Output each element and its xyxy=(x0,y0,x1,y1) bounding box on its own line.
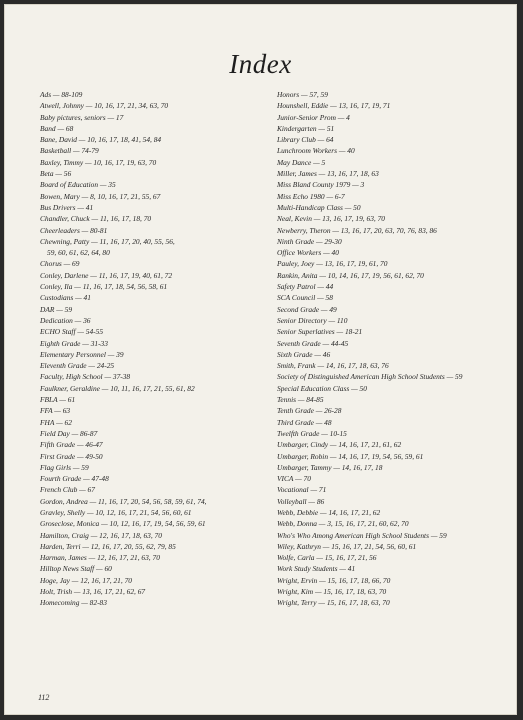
index-entry: Gravley, Shelly — 10, 12, 16, 17, 21, 54, 56, 60, 61 xyxy=(40,507,192,517)
index-entry: Wolfe, Carla — 15, 16, 17, 21, 56 xyxy=(277,553,377,563)
index-entry: SCA Council — 58 xyxy=(277,293,333,303)
index-entry: Twelfth Grade — 10-15 xyxy=(277,428,347,438)
index-entry: Rankin, Anita — 10, 14, 16, 17, 19, 56, 61, 62, 70 xyxy=(277,270,424,280)
index-entry: Atwell, Johnny — 10, 16, 17, 21, 34, 63, 70 xyxy=(40,101,169,111)
page-number: 112 xyxy=(38,693,50,702)
index-entry: Umbarger, Tammy — 14, 16, 17, 18 xyxy=(277,462,383,472)
index-entry: Senior Directory — 110 xyxy=(277,315,348,325)
index-entry: Junior-Senior Prom — 4 xyxy=(277,112,350,122)
index-entry: Wright, Terry — 15, 16, 17, 18, 63, 70 xyxy=(277,598,390,608)
index-entry: Miller, James — 13, 16, 17, 18, 63 xyxy=(277,169,379,179)
index-entry: Webb, Donna — 3, 15, 16, 17, 21, 60, 62, 70 xyxy=(277,519,409,529)
index-entry: Volleyball — 86 xyxy=(277,496,325,506)
index-entry: Honors — 57, 59 xyxy=(277,90,328,99)
index-entry: Chorus — 69 xyxy=(40,259,80,269)
index-entry: Wright, Ervin — 15, 16, 17, 18, 66, 70 xyxy=(277,575,391,585)
index-entry: Neal, Kevin — 13, 16, 17, 19, 63, 70 xyxy=(277,214,385,224)
index-entry: Special Education Class — 50 xyxy=(277,383,367,393)
index-entry: Wiley, Kathryn — 15, 16, 17, 21, 54, 56, 60, 61 xyxy=(277,541,417,551)
index-entry: VICA — 70 xyxy=(277,474,311,484)
index-entry: Third Grade — 48 xyxy=(277,417,332,427)
index-entry: Flag Girls — 59 xyxy=(40,462,89,472)
index-entry: First Grade — 49-50 xyxy=(40,451,103,461)
index-column-right xyxy=(277,89,515,609)
index-entry: Umbarger, Robin — 14, 16, 17, 19, 54, 56, 59, 61 xyxy=(277,451,424,461)
index-entry: Sixth Grade — 46 xyxy=(277,349,331,359)
index-entry: Gordon, Andrea — 11, 16, 17, 20, 54, 56, 58, 59, 61, 74, xyxy=(40,496,207,506)
index-entry: Baby pictures, seniors — 17 xyxy=(40,112,124,122)
index-entry: Eighth Grade — 31-33 xyxy=(40,338,108,348)
index-entry: Smith, Frank — 14, 16, 17, 18, 63, 76 xyxy=(277,361,389,371)
page-title: Index xyxy=(229,49,292,79)
index-entry: FBLA — 61 xyxy=(40,395,76,405)
index-entry: Safety Patrol — 44 xyxy=(277,282,334,292)
index-entry: Ninth Grade — 29-30 xyxy=(277,236,342,246)
index-entry: Hoge, Jay — 12, 16, 17, 21, 70 xyxy=(40,575,132,585)
index-entry: Basketball — 74-79 xyxy=(40,146,99,156)
index-entry: FHA — 62 xyxy=(40,417,72,427)
index-entry: Seventh Grade — 44-45 xyxy=(277,338,349,348)
index-entry: Fourth Grade — 47-48 xyxy=(40,474,109,484)
index-entry: Band — 68 xyxy=(40,123,74,133)
index-entry: Second Grade — 49 xyxy=(277,304,337,314)
index-entry: Faculty, High School — 37-38 xyxy=(40,372,131,382)
index-entry: May Dance — 5 xyxy=(277,157,326,167)
index-entry: Library Club — 64 xyxy=(277,135,334,145)
index-entry: Conley, Darlene — 11, 16, 17, 19, 40, 61, 72 xyxy=(40,270,173,280)
index-entry: Wright, Kim — 15, 16, 17, 18, 63, 70 xyxy=(277,587,387,597)
index-entry: Hounshell, Eddie — 13, 16, 17, 19, 71 xyxy=(277,101,391,111)
index-entry: Custodians — 41 xyxy=(40,293,91,303)
index-entry: Bus Drivers — 41 xyxy=(40,202,94,212)
index-entry: Baxley, Timmy — 10, 16, 17, 19, 63, 70 xyxy=(40,157,157,167)
index-entry: Holt, Trish — 13, 16, 17, 21, 62, 67 xyxy=(40,587,146,597)
index-entry: ECHO Staff — 54-55 xyxy=(40,327,104,337)
index-entry: Work Study Students — 41 xyxy=(277,564,356,574)
index-entry: Harden, Terri — 12, 16, 17, 20, 55, 62, 79, 85 xyxy=(40,541,176,551)
index-entry: Faulkner, Geraldine — 10, 11, 16, 17, 21, 55, 61, 82 xyxy=(40,383,195,393)
index-entry: Hamilton, Craig — 12, 16, 17, 18, 63, 70 xyxy=(40,530,162,540)
index-entry: Hilltop News Staff — 60 xyxy=(40,564,112,574)
index-entry: Who's Who Among American High School Students — 59 xyxy=(277,530,447,540)
index-entry: Chewning, Patty — 11, 16, 17, 20, 40, 55, 56, xyxy=(40,236,175,246)
index-entry: Webb, Debbie — 14, 16, 17, 21, 62 xyxy=(277,507,381,517)
index-entry: Newberry, Theron — 13, 16, 17, 20, 63, 70, 76, 83, 86 xyxy=(277,225,437,235)
index-entry: Beta — 56 xyxy=(40,169,72,179)
index-entry: Board of Education — 35 xyxy=(40,180,116,190)
index-entry: Multi-Handicap Class — 50 xyxy=(277,202,361,212)
index-entry: Homecoming — 82-83 xyxy=(40,598,107,608)
index-entry: Conley, Ila — 11, 16, 17, 18, 54, 56, 58, 61 xyxy=(40,282,168,292)
index-entry: Umbarger, Cindy — 14, 16, 17, 21, 61, 62 xyxy=(277,440,402,450)
index-entry: Harman, James — 12, 16, 17, 21, 63, 70 xyxy=(40,553,160,563)
index-entry: Society of Distinguished American High School Students — 59 xyxy=(277,372,463,382)
index-entry: Lunchroom Workers — 40 xyxy=(277,146,355,156)
index-entry: Groseclose, Monica — 10, 12, 16, 17, 19, 54, 56, 59, 61 xyxy=(40,519,206,529)
index-entry: Fifth Grade — 46-47 xyxy=(40,440,103,450)
index-entry: Office Workers — 40 xyxy=(277,248,339,258)
index-entry: 59, 60, 61, 62, 64, 80 xyxy=(47,248,110,258)
index-entry: Senior Superlatives — 18-21 xyxy=(277,327,363,337)
index-column-left xyxy=(40,89,272,609)
index-entry: Field Day — 86-87 xyxy=(40,428,98,438)
index-entry: FFA — 63 xyxy=(40,406,71,416)
yearbook-page xyxy=(4,4,517,715)
index-entry: DAR — 59 xyxy=(40,304,73,314)
index-entry: Ads — 88-109 xyxy=(40,90,83,99)
index-entry: Dedication — 36 xyxy=(40,315,91,325)
index-entry: Pauley, Joey — 13, 16, 17, 19, 61, 70 xyxy=(277,259,388,269)
index-entry: Bane, David — 10, 16, 17, 18, 41, 54, 84 xyxy=(40,135,162,145)
index-entry: Tenth Grade — 26-28 xyxy=(277,406,342,416)
index-entry: Miss Echo 1980 — 6-7 xyxy=(277,191,345,201)
index-entry: Bowen, Mary — 8, 10, 16, 17, 21, 55, 67 xyxy=(40,191,161,201)
index-entry: Elementary Personnel — 39 xyxy=(40,349,124,359)
index-entry: Kindergarten — 51 xyxy=(277,123,335,133)
index-entry: French Club — 67 xyxy=(40,485,95,495)
index-entry: Vocational — 71 xyxy=(277,485,327,495)
index-entry: Cheerleaders — 80-81 xyxy=(40,225,108,235)
index-entry: Eleventh Grade — 24-25 xyxy=(40,361,115,371)
index-entry: Miss Bland County 1979 — 3 xyxy=(277,180,365,190)
index-entry: Tennis — 84-85 xyxy=(277,395,324,405)
index-entry: Chandler, Chuck — 11, 16, 17, 18, 70 xyxy=(40,214,152,224)
